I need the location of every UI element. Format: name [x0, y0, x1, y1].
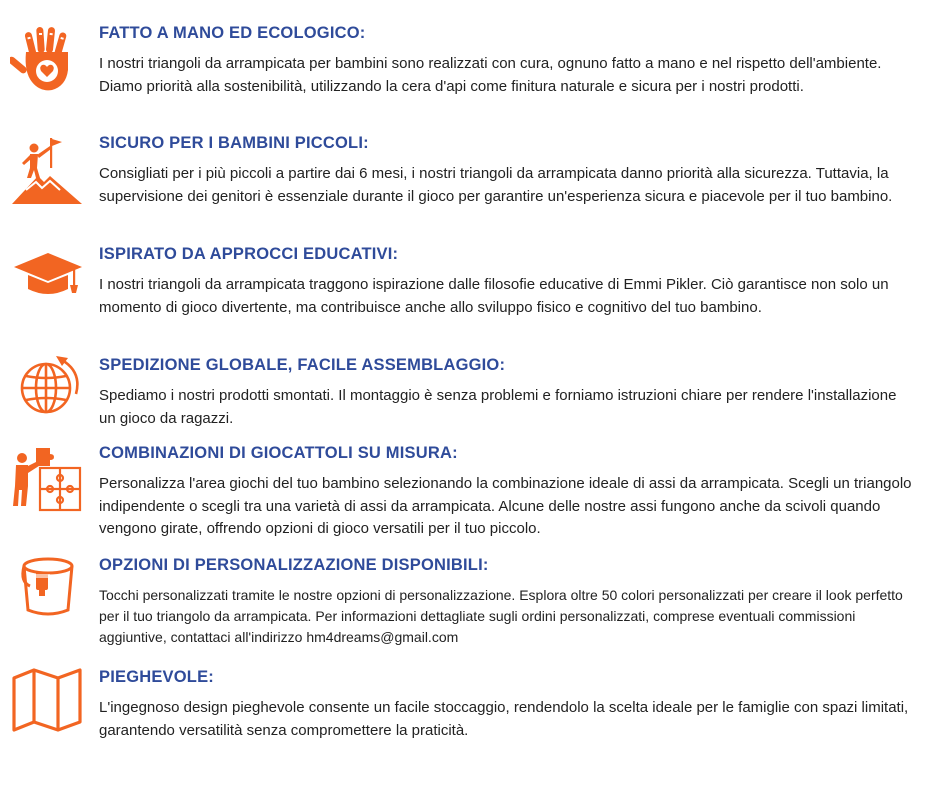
globe-icon	[10, 352, 86, 422]
mountain-flag-icon	[10, 136, 86, 206]
feature-description: I nostri triangoli da arrampicata per bambini sono realizzati con cura, ognuno fatto a mano e nel rispetto dell'ambiente. Diamo priorità alla sostenibilità, utilizzando la cera d'api come finitura naturale e sicura per i nostri prodotti.	[99, 55, 882, 95]
feature-description: I nostri triangoli da arrampicata traggono ispirazione dalle filosofie educative di Emmi Pikler. Ciò garantisce non solo un momento di gioco divertente, ma contribuisce anche allo sviluppo fisico e cognitivo del tuo bambino.	[99, 276, 889, 316]
feature-title: SICURO PER I BAMBINI PICCOLI:	[99, 134, 369, 152]
feature-description: Tocchi personalizzati tramite le nostre opzioni di personalizzazione. Esplora oltre 50 colori personalizzati per creare il look perfetto per il tuo triangolo da arrampicata. Per informazioni dettagliate sugli ordini personalizzati, comprese eventuali commissioni aggiuntive, contattaci all'indirizzo hm4dreams@gmail.com	[99, 587, 903, 645]
feature-title: OPZIONI DI PERSONALIZZAZIONE DISPONIBILI:	[99, 556, 489, 574]
feature-description: Consigliati per i più piccoli a partire dai 6 mesi, i nostri triangoli da arrampicata danno priorità alla sicurezza. Tuttavia, la supervisione dei genitori è essenziale durante il gioco per garantire un'esperienza sicura e piacevole per il tuo bambino.	[99, 165, 893, 205]
graduation-cap-icon	[10, 239, 86, 309]
feature-title: ISPIRATO DA APPROCCI EDUCATIVI:	[99, 245, 399, 263]
feature-description: Spediamo i nostri prodotti smontati. Il montaggio è senza problemi e forniamo istruzioni chiare per rendere l'installazione un gioco da ragazzi.	[99, 387, 897, 427]
feature-title: SPEDIZIONE GLOBALE, FACILE ASSEMBLAGGIO:	[99, 356, 506, 374]
folded-map-icon	[10, 664, 86, 734]
feature-title: FATTO A MANO ED ECOLOGICO:	[99, 24, 366, 42]
feature-description: L'ingegnoso design pieghevole consente un facile stoccaggio, rendendolo la scelta ideale per le famiglie con spazi limitati, garantendo versatilità senza compromettere la praticità.	[99, 699, 909, 739]
paint-bucket-icon	[10, 552, 86, 622]
feature-title: COMBINAZIONI DI GIOCATTOLI SU MISURA:	[99, 444, 458, 462]
hand-heart-icon	[10, 24, 86, 94]
feature-description: Personalizza l'area giochi del tuo bambino selezionando la combinazione ideale di assi da arrampicata. Scegli un triangolo indipendente o scegli tra una varietà di assi da arrampicata. Alcune delle nostre assi fungono anche da scivoli quando vengono girate, offrendo opzioni di gioco versatili per il tuo piccolo.	[99, 475, 912, 537]
puzzle-person-icon	[10, 446, 86, 516]
feature-title: PIEGHEVOLE:	[99, 668, 214, 686]
